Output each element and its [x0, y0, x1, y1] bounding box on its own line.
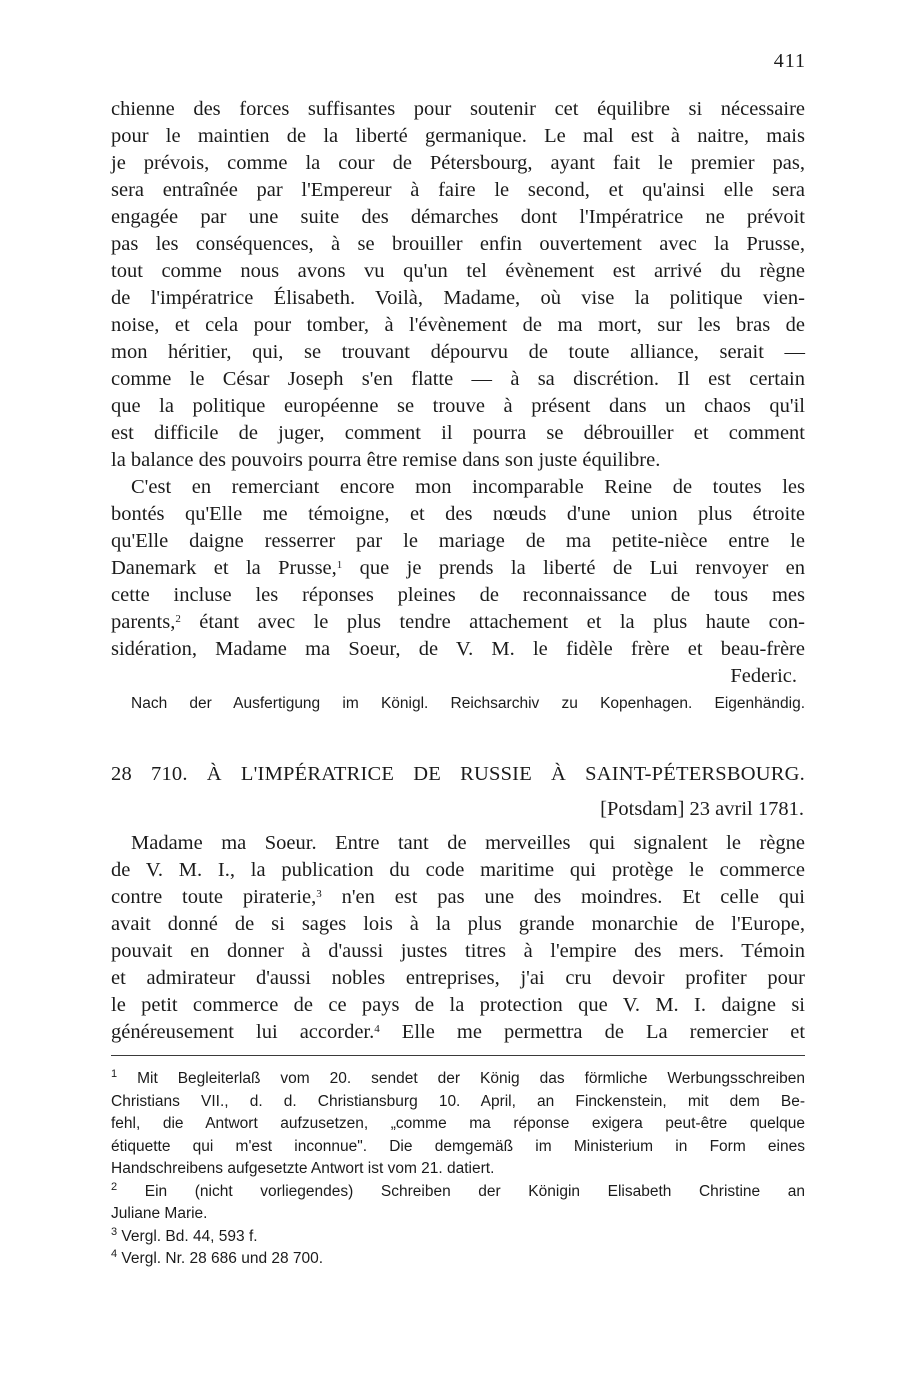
letter-body	[111, 830, 805, 1046]
text-line: mon héritier, qui, se trouvant dépourvu de toute alliance, serait —	[111, 341, 805, 363]
text-line: la balance des pouvoirs pourra être remise dans son juste équilibre.	[111, 449, 661, 471]
footnote-line: Handschreibens aufgesetzte Antwort ist vom 21. datiert.	[111, 1160, 495, 1177]
text-line	[111, 884, 805, 911]
text-line: avait donné de si sages lois à la plus grande monarchie de l'Europe,	[111, 913, 805, 935]
text-line: C'est en remerciant encore mon incomparable Reine de toutes les	[131, 476, 805, 498]
text-line: pas les conséquences, à se brouiller enfin ouvertement avec la Prusse,	[111, 233, 805, 255]
source-note: Nach der Ausfertigung im Königl. Reichsarchiv zu Kopenhagen. Eigenhändig.	[131, 695, 805, 712]
footnote-line	[111, 1181, 805, 1204]
footnote-line: étiquette qui m'est inconnue". Die demgemäß im Ministerium in Form eines	[111, 1137, 805, 1155]
text-span: que je prends la liberté de Lui renvoyer en	[342, 557, 806, 579]
footnote-line	[111, 1226, 805, 1249]
text-line: chienne des forces suffisantes pour soutenir cet équilibre si nécessaire	[111, 98, 805, 120]
text-span: n'en est pas une des moindres. Et celle qui	[321, 886, 805, 908]
text-span: Elle me permettra de La remercier et	[379, 1021, 806, 1043]
footnote-line	[111, 1248, 805, 1271]
text-line: de V. M. I., la publication du code maritime qui protège le commerce	[111, 859, 805, 881]
footnote-line: Christians VII., d. d. Christiansburg 10. April, an Finckenstein, mit dem Be-	[111, 1092, 805, 1110]
text-line: comme le César Joseph s'en flatte — à sa discrétion. Il est certain	[111, 368, 805, 390]
text-line: Madame ma Soeur. Entre tant de merveilles qui signalent le règne	[131, 832, 805, 854]
text-line: que la politique européenne se trouve à présent dans un chaos qu'il	[111, 395, 805, 417]
footnotes	[111, 1068, 805, 1271]
footnote-line: Juliane Marie.	[111, 1205, 208, 1222]
text-line: sidération, Madame ma Soeur, de V. M. le fidèle frère et beau-frère	[111, 638, 805, 660]
text-line: est difficile de juger, comment il pourra se débrouiller et comment	[111, 422, 805, 444]
footnote-ref: 3	[316, 888, 322, 900]
footnote-ref: 1	[336, 559, 343, 571]
footnote-mark: 4	[111, 1248, 118, 1260]
text-line: qu'Elle daigne resserrer par le mariage de ma petite-nièce entre le	[111, 530, 805, 552]
text-line: de l'impératrice Élisabeth. Voilà, Madame, où vise la politique vien-	[111, 287, 805, 309]
text-line: je prévois, comme la cour de Pétersbourg, ayant fait le premier pas,	[111, 152, 805, 174]
text-line: tout comme nous avons vu qu'un tel évènement est arrivé du règne	[111, 260, 805, 282]
footnote-line	[111, 1068, 805, 1091]
text-line: sera entraînée par l'Empereur à faire le second, et qu'ainsi elle sera	[111, 179, 805, 201]
footnote-mark: 2	[111, 1180, 118, 1193]
footnote-mark: 3	[111, 1225, 118, 1238]
dateline: [Potsdam] 23 avril 1781.	[600, 798, 804, 820]
footnote-mark: 1	[111, 1068, 118, 1080]
text-span: Vergl. Nr. 28 686 und 28 700.	[117, 1250, 324, 1267]
text-line	[111, 555, 805, 582]
text-line: noise, et cela pour tomber, à l'évènement de ma mort, sur les bras de	[111, 314, 805, 336]
text-line: pouvait en donner à d'aussi justes titres à l'empire des mers. Témoin	[111, 940, 805, 962]
text-span: parents,	[111, 611, 176, 633]
letter-heading: 28 710. À L'IMPÉRATRICE DE RUSSIE À SAINT-PÉTERSBOURG.	[111, 763, 805, 785]
text-line: cette incluse les réponses pleines de reconnaissance de tous mes	[111, 584, 805, 606]
text-span: Mit Begleiterlaß vom 20. sendet der König das förmliche Werbungsschreiben	[117, 1070, 805, 1087]
text-line	[111, 1019, 805, 1046]
text-span: contre toute piraterie,	[111, 886, 317, 908]
text-span: Vergl. Bd. 44, 593 f.	[117, 1227, 258, 1245]
footnote-line: fehl, die Antwort aufzusetzen, „comme ma réponse exigera peut-être quelque	[111, 1115, 805, 1132]
letter-continuation	[111, 96, 805, 690]
text-line	[111, 609, 805, 636]
footnote-ref: 2	[175, 613, 181, 625]
page-number: 411	[773, 50, 806, 72]
text-span: Danemark et la Prusse,	[111, 557, 337, 579]
signature: Federic.	[730, 665, 797, 687]
text-line: bontés qu'Elle me témoigne, et des nœuds d'une union plus étroite	[111, 503, 805, 525]
footnote-divider	[111, 1055, 805, 1056]
text-line: engagée par une suite des démarches dont l'Impératrice ne prévoit	[111, 206, 805, 228]
text-line: le petit commerce de ce pays de la protection que V. M. I. daigne si	[111, 994, 805, 1016]
text-line: pour le maintien de la liberté germanique. Le mal est à naitre, mais	[111, 125, 805, 147]
footnote-ref: 4	[374, 1023, 380, 1035]
text-line: et admirateur d'aussi nobles entreprises, j'ai cru devoir profiter pour	[111, 967, 805, 989]
text-span: Ein (nicht vorliegendes) Schreiben der Königin Elisabeth Christine an	[117, 1182, 805, 1200]
text-span: généreusement lui accorder.	[111, 1021, 375, 1043]
text-span: étant avec le plus tendre attachement et la plus haute con-	[180, 611, 805, 633]
